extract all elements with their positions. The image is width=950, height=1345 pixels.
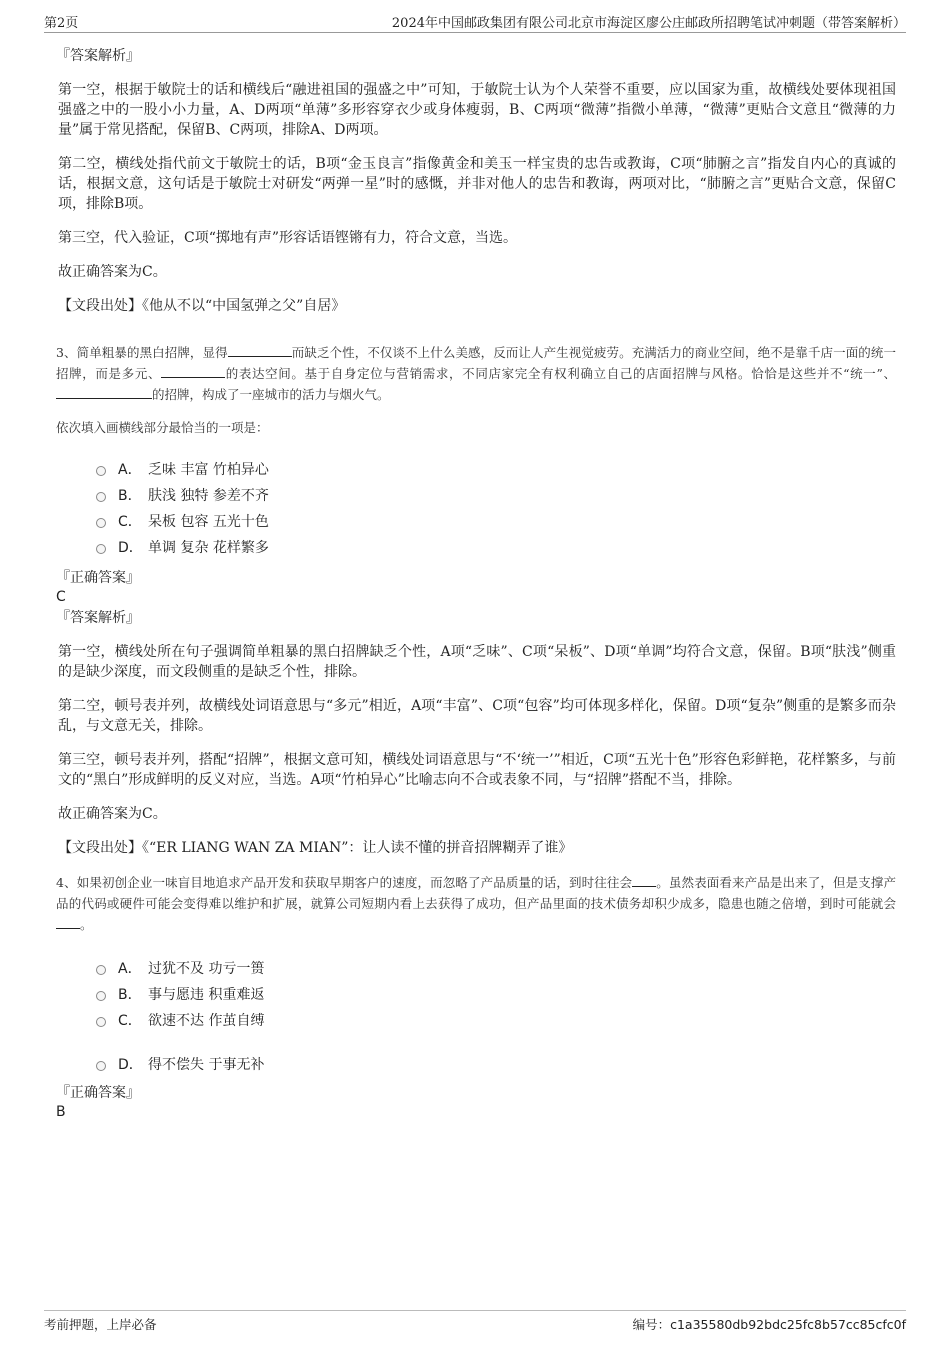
q3-answer-label: 『正确答案』 <box>56 570 140 586</box>
option-letter: A． <box>118 462 142 478</box>
radio-icon[interactable] <box>96 965 106 975</box>
q3-answer: C <box>56 589 66 605</box>
q2-analysis-para-1: 第一空，根据于敏院士的话和横线后“融进祖国的强盛之中”可知，于敏院士认为个人荣誉不重要，应以国家为重，故横线处要体现祖国强盛之中的一股小小力量，A、D两项“单薄”多形容穿衣少或身体瘦弱，B、C两项“微薄”指微小单薄，“微薄”更贴合文意且“微薄的力量”属于常见搭配，保留B、C两项，排除A、D两项。 <box>58 82 896 138</box>
option-text: 肤浅 独特 参差不齐 <box>148 488 269 504</box>
radio-icon[interactable] <box>96 991 106 1001</box>
radio-icon[interactable] <box>96 1017 106 1027</box>
q2-analysis-label: 『答案解析』 <box>56 48 140 64</box>
q3-stem-part-3: 的表达空间。基于自身定位与营销需求，不同店家完全有权利确立自己的店面招牌与风格。恰恰是这些并不“统一”、 <box>225 366 896 381</box>
q3-option-d[interactable] <box>96 534 896 560</box>
q4-option-c[interactable] <box>96 1007 896 1033</box>
q4-stem-part-3: 。 <box>80 917 93 932</box>
q3-stem <box>56 342 896 405</box>
q3-options <box>96 456 896 560</box>
q2-source: 【文段出处】《他从不以“中国氢弹之父”自居》 <box>58 298 346 314</box>
option-letter: B． <box>118 488 142 504</box>
q4-option-d[interactable] <box>96 1051 896 1077</box>
q4-option-a[interactable] <box>96 955 896 981</box>
q3-option-a[interactable] <box>96 456 896 482</box>
q3-option-b[interactable] <box>96 482 896 508</box>
radio-icon[interactable] <box>96 1061 106 1071</box>
option-letter: D． <box>118 1057 143 1073</box>
q3-analysis-para-2: 第二空，顿号表并列，故横线处词语意思与“多元”相近，A项“丰富”、C项“包容”均可体现多样化，保留。D项“复杂”侧重的是繁多而杂乱，与文意无关，排除。 <box>58 698 896 734</box>
q4-blank-2 <box>56 916 80 929</box>
option-text: 得不偿失 于事无补 <box>148 1057 265 1073</box>
q4-options <box>96 955 896 1077</box>
option-text: 事与愿违 积重难返 <box>148 987 265 1003</box>
option-letter: D． <box>118 540 143 556</box>
q4-stem <box>56 872 896 935</box>
q2-conclusion: 故正确答案为C。 <box>58 264 167 280</box>
option-text: 单调 复杂 花样繁多 <box>148 540 269 556</box>
option-text: 过犹不及 功亏一篑 <box>148 961 265 977</box>
radio-icon[interactable] <box>96 518 106 528</box>
q2-analysis-para-3: 第三空，代入验证，C项“掷地有声”形容话语铿锵有力，符合文意，当选。 <box>58 230 518 246</box>
q3-stem-part-4: 的招牌，构成了一座城市的活力与烟火气。 <box>152 387 390 402</box>
q3-stem-part-1: 3、简单粗暴的黑白招牌，显得 <box>56 345 228 360</box>
option-text: 欲速不达 作茧自缚 <box>148 1013 265 1029</box>
q4-stem-part-2: 。虽然表面看来产品是出来了，但是支撑产品的代码或硬件可能会变得难以维护和扩展，就算公司短期内看上去获得了成功，但产品里面的技术债务却积少成多，隐患也随之倍增，到时可能就会 <box>56 875 896 911</box>
q3-option-c[interactable] <box>96 508 896 534</box>
page-footer <box>44 1310 906 1337</box>
q4-answer-label: 『正确答案』 <box>56 1085 140 1101</box>
q3-analysis-para-3: 第三空，顿号表并列，搭配“招牌”，根据文意可知，横线处词语意思与“不‘统一’”相近，C项“五光十色”形容色彩鲜艳，花样繁多，与前文的“黑白”形成鲜明的反义对应，当选。A项“竹柏异心”比喻志向不合或表象不同，与“招牌”搭配不当，排除。 <box>58 752 896 788</box>
page-content <box>56 46 896 1121</box>
option-letter: B． <box>118 987 142 1003</box>
q3-conclusion: 故正确答案为C。 <box>58 806 167 822</box>
option-text: 乏味 丰富 竹柏异心 <box>148 462 269 478</box>
q3-blank-3 <box>56 386 152 399</box>
radio-icon[interactable] <box>96 544 106 554</box>
radio-icon[interactable] <box>96 492 106 502</box>
q3-blank-1 <box>228 344 292 357</box>
q3-analysis-label: 『答案解析』 <box>56 610 140 626</box>
option-letter: C． <box>118 514 142 530</box>
option-letter: C． <box>118 1013 142 1029</box>
q2-analysis-para-2: 第二空，横线处指代前文于敏院士的话，B项“金玉良言”指像黄金和美玉一样宝贵的忠告或教诲，C项“肺腑之言”指发自内心的真诚的话，根据文意，这句话是于敏院士对研发“两弹一星”时的感慨，并非对他人的忠告和教诲，两项对比，“肺腑之言”更贴合文意，保留C项，排除B项。 <box>58 156 896 212</box>
option-letter: A． <box>118 961 142 977</box>
q3-prompt: 依次填入画横线部分最恰当的一项是： <box>56 420 269 435</box>
q4-blank-1 <box>632 874 656 887</box>
q3-blank-2 <box>161 365 225 378</box>
document-serial: 编号：c1a35580db92bdc25fc8b57cc85cfc0f <box>632 1317 906 1332</box>
radio-icon[interactable] <box>96 466 106 476</box>
q3-analysis-para-1: 第一空，横线处所在句子强调简单粗暴的黑白招牌缺乏个性，A项“乏味”、C项“呆板”、D项“单调”均符合文意，保留。B项“肤浅”侧重的是缺少深度，而文段侧重的是缺乏个性，排除。 <box>58 644 896 680</box>
option-text: 呆板 包容 五光十色 <box>148 514 269 530</box>
q4-answer: B <box>56 1104 66 1120</box>
q4-stem-part-1: 4、如果初创企业一味盲目地追求产品开发和获取早期客户的速度，而忽略了产品质量的话，到时往往会 <box>56 875 633 890</box>
page-number: 第2页 <box>44 16 79 31</box>
q4-option-b[interactable] <box>96 981 896 1007</box>
q3-stem-part-2: 而缺乏个性，不仅谈不上什么美感，反而让人产生视觉疲劳。充满活力的商业空间，绝不是靠千店一面的统一招牌，而是多元、 <box>56 345 896 381</box>
page-header <box>44 12 906 33</box>
footer-slogan: 考前押题，上岸必备 <box>44 1317 157 1332</box>
document-title: 2024年中国邮政集团有限公司北京市海淀区廖公庄邮政所招聘笔试冲刺题（带答案解析） <box>391 16 906 31</box>
q3-source: 【文段出处】《“ER LIANG WAN ZA MIAN”：让人读不懂的拼音招牌糊弄了谁》 <box>58 840 573 856</box>
